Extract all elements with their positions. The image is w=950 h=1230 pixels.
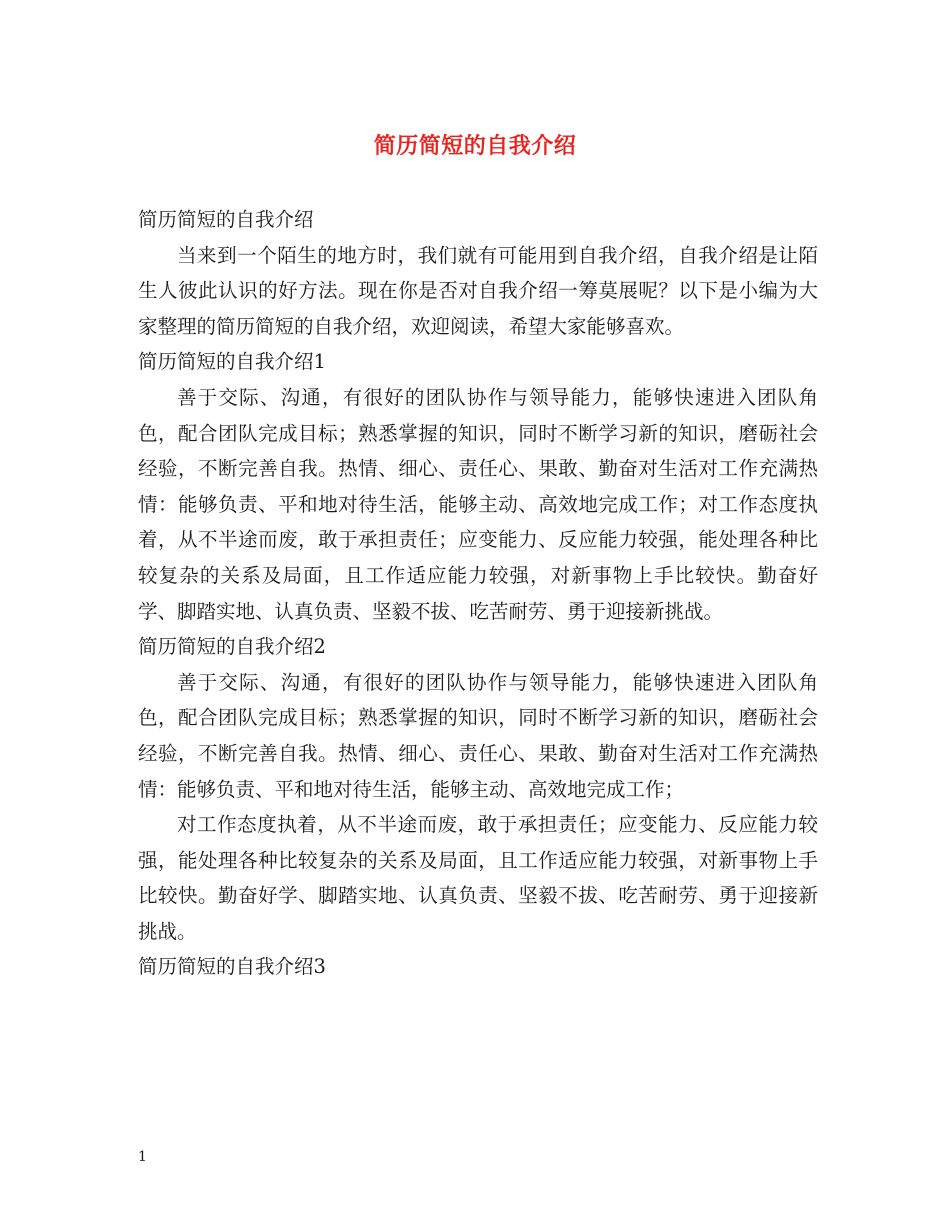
document-title: 简历简短的自我介绍 [373,133,577,159]
body-paragraph: 对工作态度执着，从不半途而废，敢于承担责任；应变能力、反应能力较强，能处理各种比较复杂的关系及局面，且工作适应能力较强，对新事物上手比较快。勤奋好学、脚踏实地、认真负责、坚毅不拔、吃苦耐劳、勇于迎接新挑战。 [138,813,818,943]
body-paragraph: 善于交际、沟通，有很好的团队协作与领导能力，能够快速进入团队角色，配合团队完成目标；熟悉掌握的知识，同时不断学习新的知识，磨砺社会经验，不断完善自我。热情、细心、责任心、果敢、勤奋对生活对工作充满热情：能够负责、平和地对待生活，能够主动、高效地完成工作；对工作态度执着，从不半途而废，敢于承担责任；应变能力、反应能力较强，能处理各种比较复杂的关系及局面，且工作适应能力较强，对新事物上手比较快。勤奋好学、脚踏实地、认真负责、坚毅不拔、吃苦耐劳、勇于迎接新挑战。 [138,385,818,623]
section-heading: 简历简短的自我介绍2 [138,635,326,659]
body-paragraph: 当来到一个陌生的地方时，我们就有可能用到自我介绍，自我介绍是让陌生人彼此认识的好方法。现在你是否对自我介绍一筹莫展呢？以下是小编为大家整理的简历简短的自我介绍，欢迎阅读，希望大家能够喜欢。 [138,243,818,338]
body-paragraph: 善于交际、沟通，有很好的团队协作与领导能力，能够快速进入团队角色，配合团队完成目标；熟悉掌握的知识，同时不断学习新的知识，磨砺社会经验，不断完善自我。热情、细心、责任心、果敢、勤奋对生活对工作充满热情：能够负责、平和地对待生活，能够主动、高效地完成工作； [138,670,818,801]
section-heading: 简历简短的自我介绍1 [138,350,326,374]
page-number: 1 [138,1149,147,1165]
section-heading: 简历简短的自我介绍3 [138,955,326,979]
section-heading: 简历简短的自我介绍 [138,208,314,231]
document-body [138,202,818,985]
